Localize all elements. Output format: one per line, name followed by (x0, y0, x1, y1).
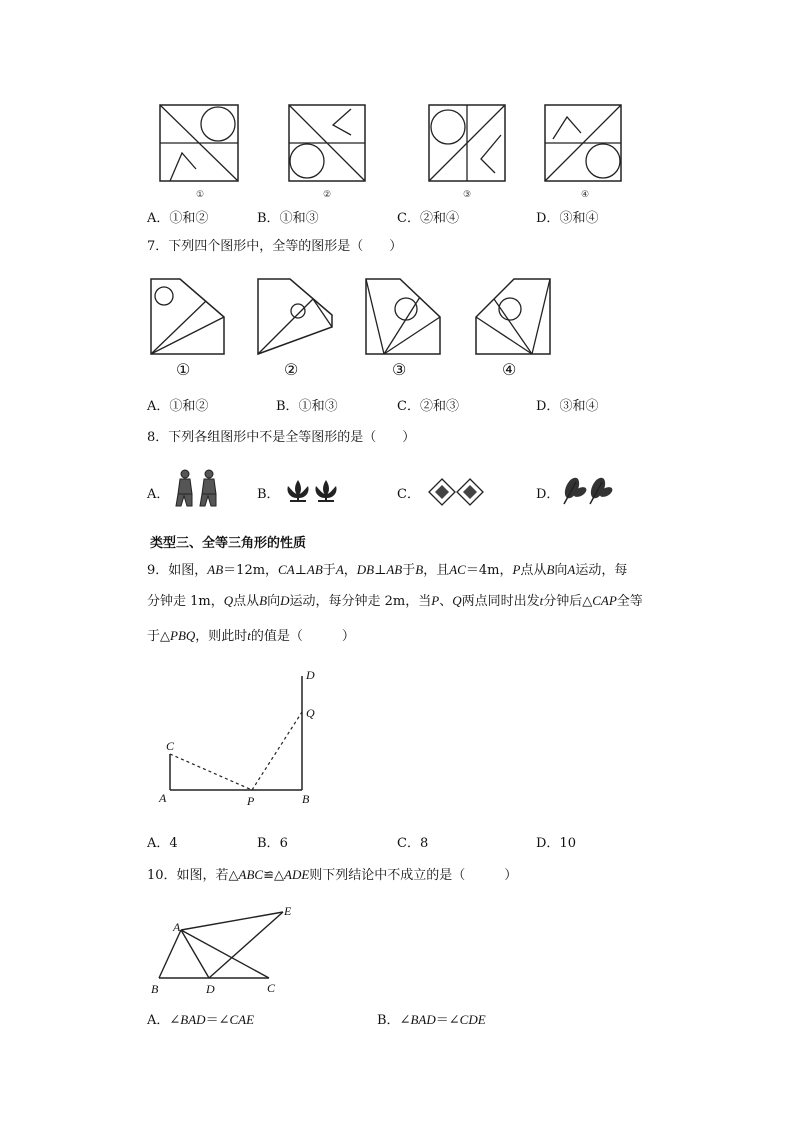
q6-figure-label: ③ (463, 190, 472, 200)
point-d-label: D (206, 982, 215, 996)
q6-option-b[interactable]: B．①和③ (257, 211, 319, 226)
q7-option-b[interactable]: B．①和③ (276, 399, 338, 414)
q6-figure-1 (160, 105, 240, 200)
q6-figure-label: ④ (581, 190, 590, 200)
q10-option-b[interactable]: B．∠BAD＝∠CDE (377, 1012, 486, 1028)
q7-figure-label: ③ (392, 360, 407, 379)
q6-figure-4 (545, 105, 625, 200)
q7-figure-1 (148, 277, 228, 377)
q9-line-1: 9．如图，AB＝12m，CA⊥AB于A，DB⊥AB于B，且AC＝4m，P点从B向A运动，每 (147, 562, 628, 578)
q9-option-b[interactable]: B．6 (257, 836, 288, 851)
q6-figure-label: ① (196, 190, 205, 200)
q6-figure-3 (429, 105, 509, 200)
q8-figure-c (428, 478, 490, 506)
q10-question: 10．如图，若△ABC≌△ADE则下列结论中不成立的是（ ） (147, 867, 518, 883)
q8-question: 8．下列各组图形中不是全等图形的是（ ） (147, 430, 416, 445)
point-e-label: E (284, 904, 292, 918)
q6-option-d[interactable]: D．③和④ (536, 211, 599, 226)
q8-option-b[interactable]: B． (257, 487, 280, 502)
q9-option-d[interactable]: D．10 (536, 836, 576, 851)
point-p-label: P (247, 794, 255, 808)
q8-figure-d (560, 474, 616, 506)
section-title: 类型三、全等三角形的性质 (150, 536, 307, 551)
q7-option-d[interactable]: D．③和④ (536, 399, 599, 414)
point-q-label: Q (306, 706, 315, 720)
q7-figure-label: ① (176, 360, 191, 379)
q6-figure-2 (289, 105, 369, 200)
q6-option-a[interactable]: A．①和② (147, 211, 209, 226)
q8-option-c[interactable]: C． (397, 487, 420, 502)
q7-option-a[interactable]: A．①和② (147, 399, 209, 414)
q6-figure-label: ② (323, 190, 332, 200)
point-c-label: C (166, 739, 175, 753)
q9-figure (150, 662, 330, 812)
q7-question: 7．下列四个图形中，全等的图形是（ ） (147, 239, 403, 254)
q9-option-c[interactable]: C．8 (397, 836, 429, 851)
q6-option-c[interactable]: C．②和④ (397, 211, 459, 226)
point-a-label: A (159, 791, 167, 805)
q7-option-c[interactable]: C．②和③ (397, 399, 459, 414)
point-b-label: B (302, 792, 310, 806)
q7-figure-3 (364, 277, 444, 377)
q10-option-a[interactable]: A．∠BAD＝∠CAE (147, 1012, 255, 1028)
q9-line-2: 分钟走 1m，Q点从B向D运动，每分钟走 2m，当P、Q两点同时出发t分钟后△CAP全等 (147, 593, 643, 609)
point-a-label: A (173, 920, 181, 934)
q9-option-a[interactable]: A．4 (147, 836, 178, 851)
q10-figure (145, 900, 305, 1000)
point-b-label: B (151, 982, 159, 996)
point-c-label: C (267, 981, 276, 995)
q8-option-d[interactable]: D． (536, 487, 560, 502)
q7-figure-label: ② (284, 360, 299, 379)
q8-figure-a (172, 468, 224, 510)
q8-option-a[interactable]: A． (147, 487, 170, 502)
q8-figure-b (284, 478, 344, 506)
q7-figure-4 (474, 277, 554, 377)
q9-line-3: 于△PBQ，则此时t的值是（ ） (147, 628, 355, 644)
q7-figure-label: ④ (502, 360, 517, 379)
q7-figure-2 (256, 277, 336, 377)
point-d-label: D (306, 668, 315, 682)
